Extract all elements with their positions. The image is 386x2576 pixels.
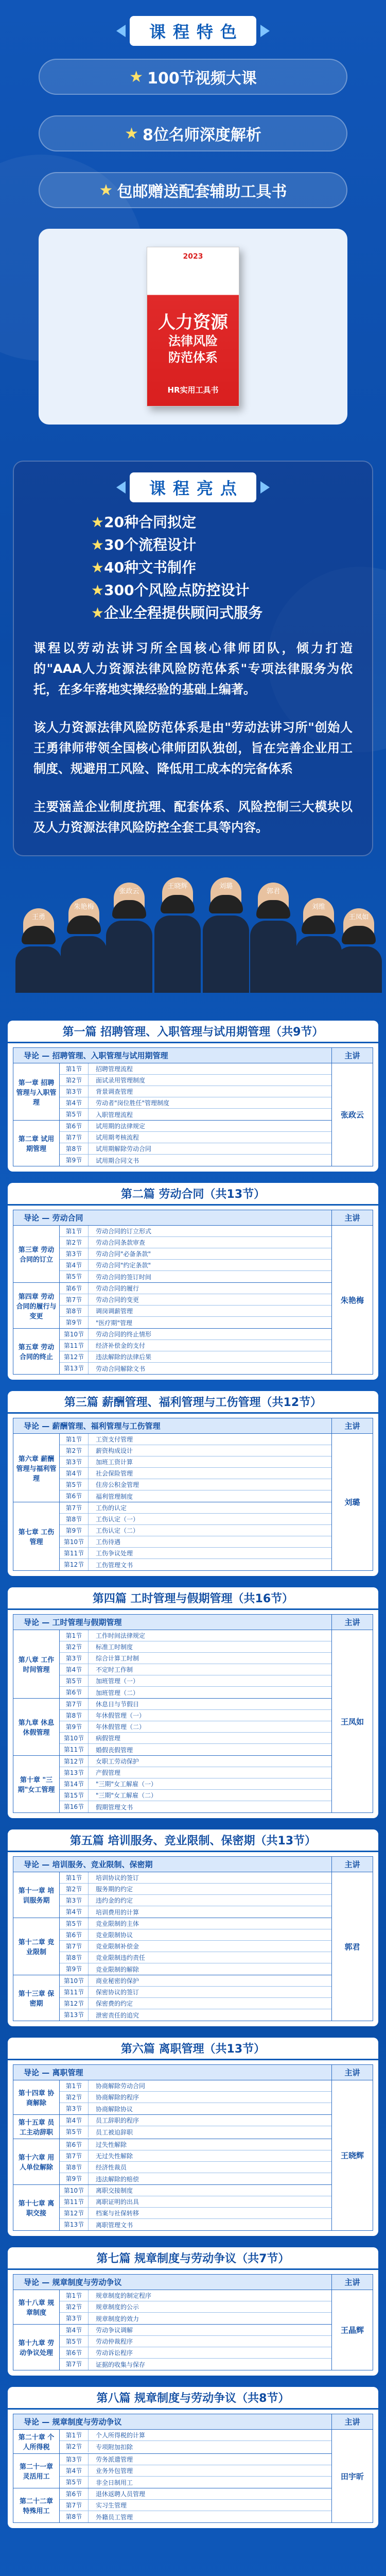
lesson-row[interactable]: 第3节 违约金的约定: [60, 1895, 331, 1906]
lesson-row[interactable]: 第13节 离职管理文书: [60, 2219, 331, 2230]
lesson-row[interactable]: 第13节 泄密责任的追究: [60, 2009, 331, 2021]
chapter-title: 第二篇 劳动合同（共13节）: [8, 1183, 378, 1206]
lesson-row[interactable]: 第8节 调岗调薪管理: [60, 1306, 331, 1317]
lesson-row[interactable]: 第7节 实习生管理: [60, 2500, 331, 2511]
lesson-row[interactable]: 第13节 劳动合同解除文书: [60, 1363, 331, 1374]
course-chapters: [0, 1021, 386, 2528]
chapter-group: [13, 1063, 331, 1121]
lesson-row[interactable]: 第10节 劳动合同的终止情形: [60, 1329, 331, 1340]
chapter-group: [13, 1918, 331, 1975]
lesson-row[interactable]: 第3节 协商解除协议: [60, 2103, 331, 2114]
lesson-row[interactable]: 第1节 劳动合同的订立形式: [60, 1226, 331, 1237]
group-name: 第十章 "三期"女工管理: [13, 1756, 60, 1812]
lesson-row[interactable]: 第2节 规章制度的公示: [60, 2301, 331, 2313]
teacher-name: 朱艳梅: [74, 903, 94, 911]
lesson-row[interactable]: 第2节 专项附加扣除: [60, 2441, 331, 2452]
lesson-row[interactable]: 第6节 试用期的法律规定: [60, 1121, 331, 1132]
lesson-row[interactable]: 第7节 休息日与节假日: [60, 1699, 331, 1710]
lesson-row[interactable]: 第16节 假期管理文书: [60, 1801, 331, 1812]
group-name: 第二章 试用期管理: [13, 1121, 60, 1166]
lesson-row[interactable]: 第6节 劳动诉讼程序: [60, 2347, 331, 2359]
lesson-row[interactable]: 第4节 不定时工作制: [60, 1664, 331, 1675]
chapter-intro-row: 导论 — 规章制度与劳动争议 主讲: [13, 2414, 373, 2430]
lesson-row[interactable]: 第2节 服务期的约定: [60, 1884, 331, 1895]
group-name: 第四章 劳动合同的履行与变更: [13, 1283, 60, 1328]
lesson-row[interactable]: 第5节 劳动合同的签订时间: [60, 1271, 331, 1282]
lesson-row[interactable]: 第3节 劳动合同"必备条款": [60, 1248, 331, 1260]
highlight-item: ★40种文书制作: [91, 559, 197, 576]
chapter-intro-row: 导论 — 工时管理与假期管理 主讲: [13, 1615, 373, 1630]
highlight-item: ★30个流程设计: [91, 536, 197, 553]
teacher-portrait: [106, 888, 152, 1013]
group-name: 第十一章 培训服务期: [13, 1872, 60, 1918]
chapter-intro-row: 导论 — 离职管理 主讲: [13, 2065, 373, 2080]
chapter-group: [13, 2080, 331, 2115]
lesson-row[interactable]: 第2节 劳动合同条款审查: [60, 1237, 331, 1248]
chapter-group: [13, 1502, 331, 1570]
lesson-row[interactable]: 第4节 培训费用的计算: [60, 1906, 331, 1918]
group-name: 第十八章 规章制度: [13, 2290, 60, 2324]
chapter-group: [13, 1756, 331, 1812]
lesson-row[interactable]: 第3节 综合计算工时制: [60, 1653, 331, 1664]
lesson-row[interactable]: 第9节 工伤认定（二）: [60, 1525, 331, 1536]
chapter-title: 第五篇 培训服务、竞业限制、保密期（共13节）: [8, 1829, 378, 1852]
lesson-row[interactable]: 第9节 "医疗期"管理: [60, 1317, 331, 1328]
chapter-title: 第三篇 薪酬管理、福利管理与工伤管理（共12节）: [8, 1391, 378, 1414]
lesson-row[interactable]: 第13节 产假管理: [60, 1767, 331, 1778]
chapter-teacher: 刘璐: [331, 1434, 373, 1570]
lesson-row[interactable]: 第1节 招聘管理流程: [60, 1063, 331, 1075]
lesson-row[interactable]: 第6节 竞业限制协议: [60, 1929, 331, 1941]
group-name: 第九章 休息休假管理: [13, 1699, 60, 1755]
lesson-row[interactable]: 第7节 工伤的认定: [60, 1502, 331, 1514]
chapter-title: 第八篇 规章制度与劳动争议（共8节）: [8, 2387, 378, 2410]
chapter-group: [13, 2325, 331, 2370]
lesson-row[interactable]: 第3节 规章制度的效力: [60, 2313, 331, 2324]
teachers-photo: [0, 861, 386, 1013]
teacher-portrait: [15, 913, 62, 1013]
chapter-card: [8, 1021, 378, 1172]
intro-paragraph: 课程以劳动法讲习所全国核心律师团队，倾力打造的"AAA人力资源法律风险防范体系"专项法律服务为依托，在多年落地实操经验的基础上编著。: [33, 641, 353, 697]
lesson-row[interactable]: 第10节 离职交接制度: [60, 2185, 331, 2196]
chapter-title: 第一篇 招聘管理、入职管理与试用期管理（共9节）: [8, 1021, 378, 1043]
lesson-row[interactable]: 第8节 年休假管理（一）: [60, 1710, 331, 1721]
group-name: 第十五章 员工主动辞职: [13, 2115, 60, 2139]
chapter-teacher: 王晶辉: [331, 2290, 373, 2370]
chapter-teacher: 郭君: [331, 1872, 373, 2021]
lesson-row[interactable]: 第1节 协商解除劳动合同: [60, 2080, 331, 2092]
chapter-intro-row: 导论 — 规章制度与劳动争议 主讲: [13, 2275, 373, 2290]
lesson-row[interactable]: 第2节 面试录用管理制度: [60, 1075, 331, 1086]
group-name: 第二十一章 灵活用工: [13, 2454, 60, 2488]
teacher-portrait: [154, 883, 201, 1013]
teacher-name: 张政云: [119, 888, 139, 895]
lesson-row[interactable]: 第2节 薪资构成设计: [60, 1445, 331, 1456]
chapter-title: 第四篇 工时管理与假期管理（共16节）: [8, 1587, 378, 1610]
highlight-item: ★20种合同拟定: [91, 514, 197, 531]
lesson-row[interactable]: 第7节 竞业限制补偿金: [60, 1941, 331, 1952]
lesson-row[interactable]: 第3节 劳务派遣管理: [60, 2454, 331, 2465]
lesson-row[interactable]: 第7节 证据的收集与保存: [60, 2359, 331, 2370]
lesson-row[interactable]: 第9节 试用期合同文书: [60, 1155, 331, 1166]
lesson-row[interactable]: 第2节 协商解除的程序: [60, 2092, 331, 2103]
lesson-row[interactable]: 第15节 "三期"女工解雇（二）: [60, 1790, 331, 1801]
lesson-row[interactable]: 第1节 工作时间法律规定: [60, 1630, 331, 1641]
lesson-row[interactable]: 第8节 试用期解除劳动合同: [60, 1143, 331, 1155]
highlights-panel: [13, 461, 373, 856]
section-title-highlights: [14, 472, 372, 503]
lesson-row[interactable]: 第11节 工伤争议处理: [60, 1548, 331, 1559]
chapter-group: [13, 1630, 331, 1699]
chapter-group: [13, 2454, 331, 2488]
lesson-row[interactable]: 第5节 竞业限制的主体: [60, 1918, 331, 1929]
lesson-row[interactable]: 第3节 背景调查管理: [60, 1086, 331, 1097]
lesson-row[interactable]: 第10节 工伤待遇: [60, 1536, 331, 1548]
lesson-row[interactable]: 第4节 劳动者"岗位胜任"管理制度: [60, 1097, 331, 1109]
chapter-group: [13, 1121, 331, 1166]
chapter-group: [13, 2139, 331, 2185]
chapter-card: [8, 2247, 378, 2376]
lesson-row[interactable]: 第1节 个人所得税的计算: [60, 2430, 331, 2441]
chapter-intro-row: 导论 — 培训服务、竞业限制、保密期 主讲: [13, 1857, 373, 1872]
lesson-row[interactable]: 第12节 档案与社保转移: [60, 2208, 331, 2219]
highlights-title: 课程亮点: [130, 472, 256, 502]
lesson-row[interactable]: 第2节 标准工时制度: [60, 1641, 331, 1653]
lesson-row[interactable]: 第7节 劳动合同的变更: [60, 1294, 331, 1306]
chapter-teacher: 王晓辉: [331, 2080, 373, 2230]
group-name: 第十三章 保密期: [13, 1975, 60, 2021]
lesson-row[interactable]: 第12节 女职工劳动保护: [60, 1756, 331, 1767]
book-card: [39, 229, 347, 425]
lesson-row[interactable]: 第6节 过失性解除: [60, 2139, 331, 2150]
highlight-item: ★300个风险点防控设计: [91, 582, 250, 599]
chapter-intro-row: 导论 — 薪酬管理、福利管理与工伤管理 主讲: [13, 1418, 373, 1434]
lesson-row[interactable]: 第9节 竞业限制的解除: [60, 1963, 331, 1975]
lesson-row[interactable]: 第9节 违法解除的赔偿: [60, 2173, 331, 2184]
group-name: 第十七章 离职交接: [13, 2185, 60, 2230]
system-paragraph: 该人力资源法律风险防范体系是由"劳动法讲习所"创始人王勇律师带领全国核心律师团队独创，旨在完善企业用工制度、规避用工风险、降低用工成本的完备体系: [33, 720, 353, 776]
lesson-row[interactable]: 第7节 无过失性解除: [60, 2150, 331, 2162]
lesson-row[interactable]: 第1节 工资支付管理: [60, 1434, 331, 1445]
group-name: 第六章 薪酬管理与福利管理: [13, 1434, 60, 1502]
chapter-intro-row: 导论 — 招聘管理、入职管理与试用期管理 主讲: [13, 1048, 373, 1063]
teacher-portrait: [61, 903, 107, 1013]
lesson-row[interactable]: 第11节 保密协议的签订: [60, 1987, 331, 1998]
chapter-teacher: 朱艳梅: [331, 1226, 373, 1374]
lesson-row[interactable]: 第10节 病假管理: [60, 1733, 331, 1744]
star-icon: ★: [125, 124, 139, 143]
chapter-teacher: 王凤如: [331, 1630, 373, 1812]
group-name: 第一章 招聘管理与入职管理: [13, 1063, 60, 1120]
lesson-row[interactable]: 第3节 加班工资计算: [60, 1456, 331, 1468]
chapter-group: [13, 1699, 331, 1756]
teacher-name: 刘维: [311, 903, 325, 911]
teacher-name: 郭君: [266, 888, 280, 895]
chapter-card: [8, 2038, 378, 2236]
group-name: 第十九章 劳动争议处理: [13, 2325, 60, 2370]
lesson-row[interactable]: 第6节 退休返聘人员管理: [60, 2488, 331, 2500]
chapter-group: [13, 2185, 331, 2230]
chapter-card: [8, 1183, 378, 1380]
group-name: 第八章 工作时间管理: [13, 1630, 60, 1698]
lesson-row[interactable]: 第6节 劳动合同的履行: [60, 1283, 331, 1294]
chapter-card: [8, 1829, 378, 2026]
lesson-row[interactable]: 第5节 入职管理流程: [60, 1109, 331, 1120]
teacher-portrait: [250, 888, 296, 1013]
chapter-group: [13, 2430, 331, 2454]
chapter-group: [13, 1872, 331, 1918]
chapter-teacher: 张政云: [331, 1063, 373, 1166]
book-image: 2023 人力资源 法律风险 防范体系 HR实用工具书: [147, 247, 239, 406]
lesson-row[interactable]: 第4节 劳动合同"约定条款": [60, 1260, 331, 1271]
chapter-intro-row: 导论 — 劳动合同 主讲: [13, 1210, 373, 1226]
group-name: 第七章 工伤管理: [13, 1502, 60, 1570]
chapter-title: 第六篇 离职管理（共13节）: [8, 2038, 378, 2060]
teacher-name: 王晓辉: [167, 883, 188, 890]
chapter-group: [13, 2115, 331, 2139]
feature-teachers: ★ 8位名师深度解析: [39, 115, 347, 151]
lesson-row[interactable]: 第5节 加班管理（一）: [60, 1675, 331, 1687]
lesson-row[interactable]: 第4节 劳动争议调解: [60, 2325, 331, 2336]
group-name: 第二十章 个人所得税: [13, 2430, 60, 2453]
teacher-name: 王勇: [31, 913, 45, 921]
lesson-row[interactable]: 第10节 商业秘密的保护: [60, 1975, 331, 1987]
chapter-group: [13, 1226, 331, 1283]
star-icon: ★: [99, 181, 113, 199]
lesson-row[interactable]: 第14节 "三期"女工解雇（一）: [60, 1778, 331, 1790]
lesson-row[interactable]: 第12节 保密费的约定: [60, 1998, 331, 2009]
section-title-features: [0, 15, 386, 46]
lesson-row[interactable]: 第8节 外籍员工管理: [60, 2511, 331, 2522]
group-name: 第十四章 协商解除: [13, 2080, 60, 2114]
group-name: 第十六章 用人单位解除: [13, 2139, 60, 2184]
chapter-card: [8, 1587, 378, 1818]
group-name: 第三章 劳动合同的订立: [13, 1226, 60, 1282]
chapter-group: [13, 1975, 331, 2021]
lesson-row[interactable]: 第11节 经济补偿金的支付: [60, 1340, 331, 1351]
lesson-row[interactable]: 第6节 加班管理（二）: [60, 1687, 331, 1698]
group-name: 第二十二章 特殊用工: [13, 2488, 60, 2522]
teacher-portrait: [295, 903, 342, 1013]
lesson-row[interactable]: 第6节 福利管理制度: [60, 1490, 331, 1502]
group-name: 第十二章 竞业限制: [13, 1918, 60, 1975]
lesson-row[interactable]: 第5节 住房公积金管理: [60, 1479, 331, 1490]
lesson-row[interactable]: 第4节 员工辞职的程序: [60, 2115, 331, 2126]
lesson-row[interactable]: 第7节 试用期考核流程: [60, 1132, 331, 1143]
lesson-row[interactable]: 第5节 劳动仲裁程序: [60, 2336, 331, 2347]
chapter-group: [13, 2488, 331, 2522]
highlight-item: ★企业全程提供顾问式服务: [91, 604, 263, 621]
lesson-row[interactable]: 第8节 经济性裁员: [60, 2162, 331, 2173]
lesson-row[interactable]: 第12节 违法解除的法律后果: [60, 1351, 331, 1363]
lesson-row[interactable]: 第8节 竞业限制违约责任: [60, 1952, 331, 1963]
lesson-row[interactable]: 第11节 离职证明的出具: [60, 2196, 331, 2208]
feature-video-lessons: ★ 100节视频大课: [39, 59, 347, 95]
lesson-row[interactable]: 第1节 培训协议的签订: [60, 1872, 331, 1884]
chapter-card: [8, 1391, 378, 1576]
lesson-row[interactable]: 第4节 社会保险管理: [60, 1468, 331, 1479]
chapter-card: [8, 2387, 378, 2528]
chapter-group: [13, 2290, 331, 2325]
chapter-group: [13, 1434, 331, 1502]
content-paragraph: 主要涵盖企业制度抗理、配套体系、风险控制三大模块以及人力资源法律风险防控全套工具等内容。: [33, 800, 353, 835]
lesson-row[interactable]: 第5节 员工被迫辞职: [60, 2126, 331, 2138]
teacher-name: 王凤如: [348, 913, 369, 921]
chapter-teacher: 田宇昕: [331, 2430, 373, 2522]
lesson-row[interactable]: 第8节 工伤认定（一）: [60, 1514, 331, 1525]
lesson-row[interactable]: 第5节 非全日制用工: [60, 2477, 331, 2488]
features-title: 课程特色: [130, 16, 256, 46]
lesson-row[interactable]: 第11节 婚假丧假管理: [60, 1744, 331, 1755]
lesson-row[interactable]: 第4节 业务外包管理: [60, 2465, 331, 2477]
lesson-row[interactable]: 第1节 规章制度的制定程序: [60, 2290, 331, 2301]
lesson-row[interactable]: 第12节 工伤管理文书: [60, 1559, 331, 1570]
group-name: 第五章 劳动合同的终止: [13, 1329, 60, 1374]
lesson-row[interactable]: 第9节 年休假管理（二）: [60, 1721, 331, 1733]
teacher-name: 刘璐: [219, 883, 233, 890]
chapter-group: [13, 1283, 331, 1329]
star-icon: ★: [129, 67, 144, 86]
feature-book: ★ 包邮赠送配套辅助工具书: [39, 172, 347, 208]
teacher-portrait: [336, 913, 382, 1013]
chapter-title: 第七篇 规章制度与劳动争议（共7节）: [8, 2247, 378, 2270]
teacher-portrait: [203, 883, 249, 1013]
chapter-group: [13, 1329, 331, 1374]
